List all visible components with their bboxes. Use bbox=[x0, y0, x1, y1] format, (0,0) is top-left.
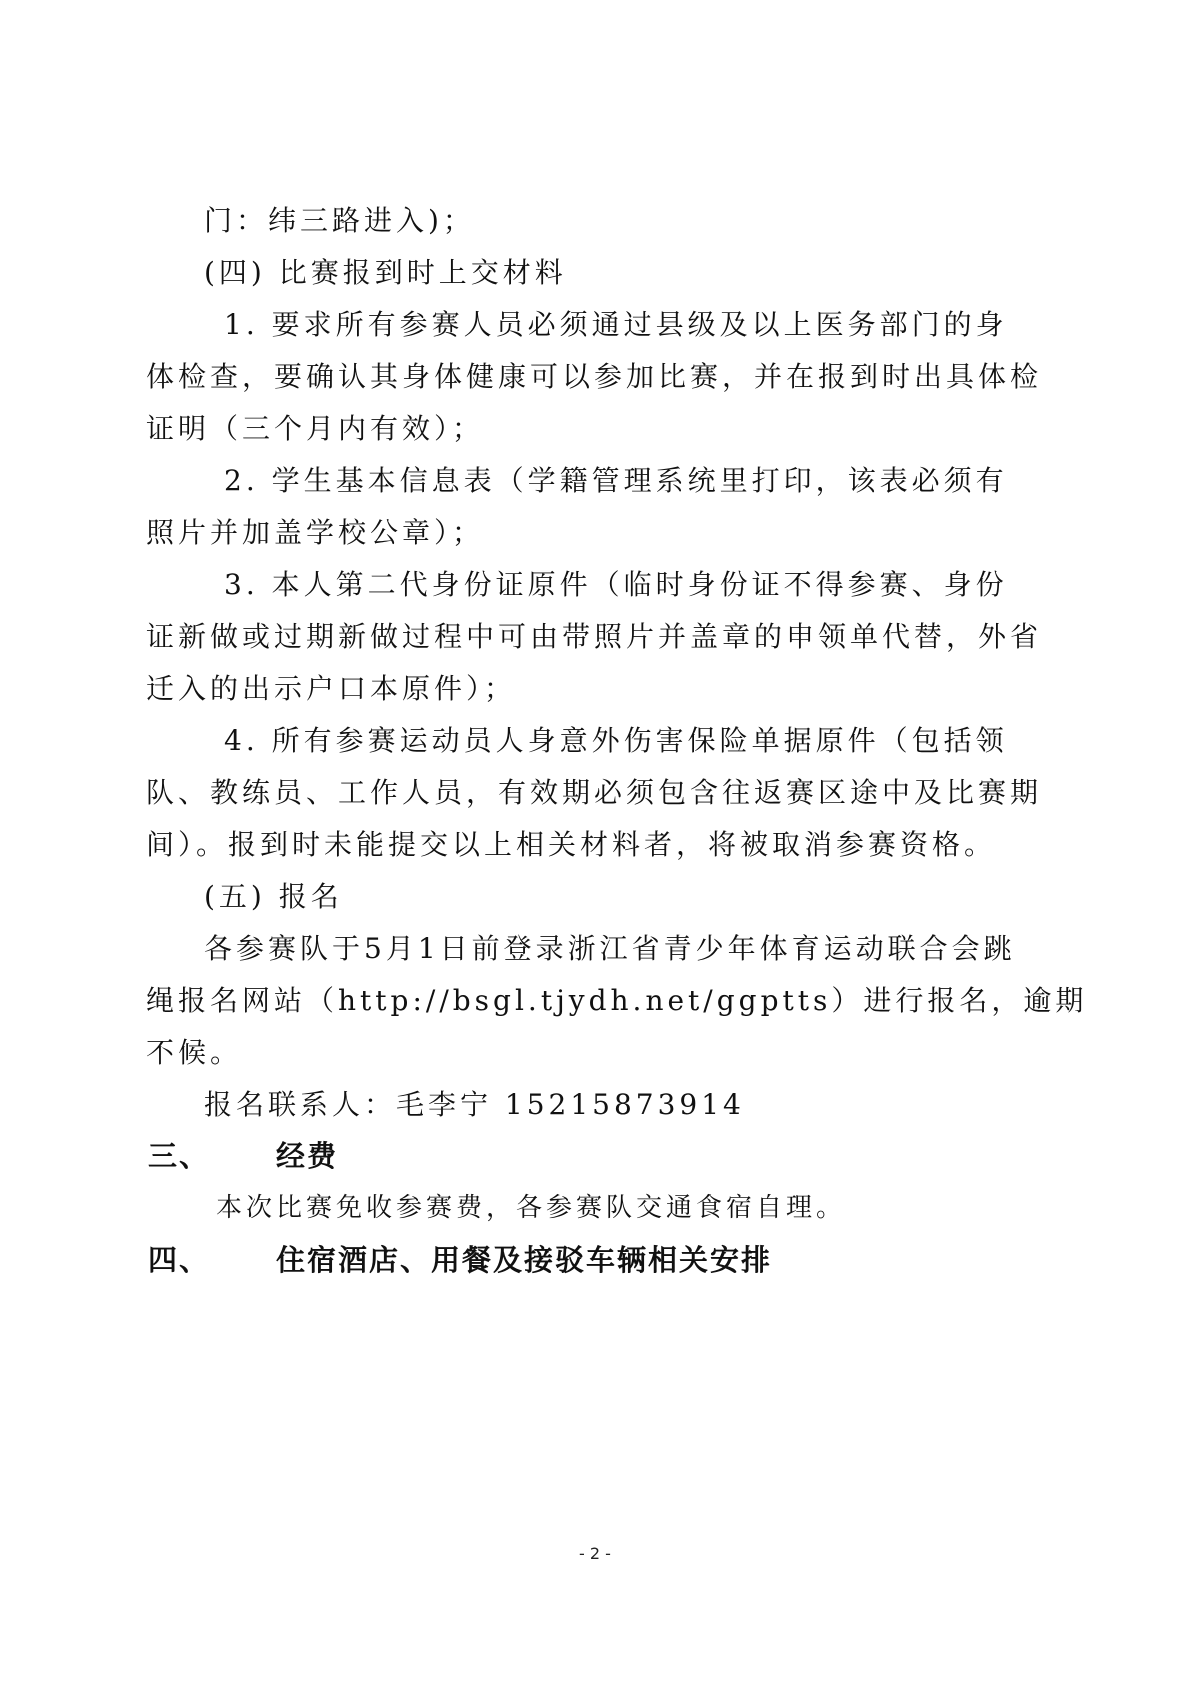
section-number-accommodation: 四、 bbox=[148, 1243, 211, 1277]
section-heading-fees bbox=[148, 1138, 338, 1174]
text-line-insurance-end: 间）。报到时未能提交以上相关材料者，将被取消参赛资格。 bbox=[146, 828, 997, 861]
text-line-fees-detail: 本次比赛免收参赛费，各参赛队交通食宿自理。 bbox=[216, 1193, 847, 1223]
list-item-4-insurance: 4. 所有参赛运动员人身意外伤害保险单据原件（包括领 bbox=[224, 724, 1008, 757]
text-line-id-card-cont: 证新做或过期新做过程中可由带照片并盖章的申领单代替，外省 bbox=[146, 620, 1043, 653]
text-line-medical-check-cont: 体检查，要确认其身体健康可以参加比赛，并在报到时出具体检 bbox=[146, 360, 1043, 393]
text-line-insurance-cont: 队、教练员、工作人员，有效期必须包含往返赛区途中及比赛期 bbox=[146, 776, 1043, 809]
text-line-id-card-end: 迁入的出示户口本原件）； bbox=[146, 672, 517, 705]
subheading-registration: (五) 报名 bbox=[204, 880, 343, 913]
text-line-registration-deadline: 各参赛队于5月1日前登录浙江省青少年体育运动联合会跳 bbox=[204, 932, 1016, 965]
list-item-1-medical-check: 1. 要求所有参赛人员必须通过县级及以上医务部门的身 bbox=[224, 308, 1008, 341]
section-heading-accommodation bbox=[148, 1242, 772, 1278]
text-line-registration-contact: 报名联系人：毛李宁 15215873914 bbox=[204, 1088, 745, 1121]
list-item-3-id-card: 3. 本人第二代身份证原件（临时身份证不得参赛、身份 bbox=[224, 568, 1008, 601]
text-line-ending-gate: 门：纬三路进入)； bbox=[204, 204, 475, 237]
text-line-registration-website: 绳报名网站（http://bsgl.tjydh.net/ggptts）进行报名，逾期 bbox=[146, 984, 1088, 1017]
list-item-2-student-info: 2. 学生基本信息表（学籍管理系统里打印，该表必须有 bbox=[224, 464, 1008, 497]
subheading-submission-materials: (四) 比赛报到时上交材料 bbox=[204, 256, 567, 289]
page-number: - 2 - bbox=[579, 1544, 611, 1563]
text-line-student-info-end: 照片并加盖学校公章）； bbox=[146, 516, 485, 549]
text-line-registration-end: 不候。 bbox=[146, 1036, 243, 1069]
text-line-medical-check-end: 证明（三个月内有效）； bbox=[146, 412, 485, 445]
section-title-fees: 经费 bbox=[276, 1139, 339, 1173]
section-title-accommodation: 住宿酒店、用餐及接驳车辆相关安排 bbox=[276, 1243, 773, 1277]
section-number-fees: 三、 bbox=[148, 1139, 211, 1173]
